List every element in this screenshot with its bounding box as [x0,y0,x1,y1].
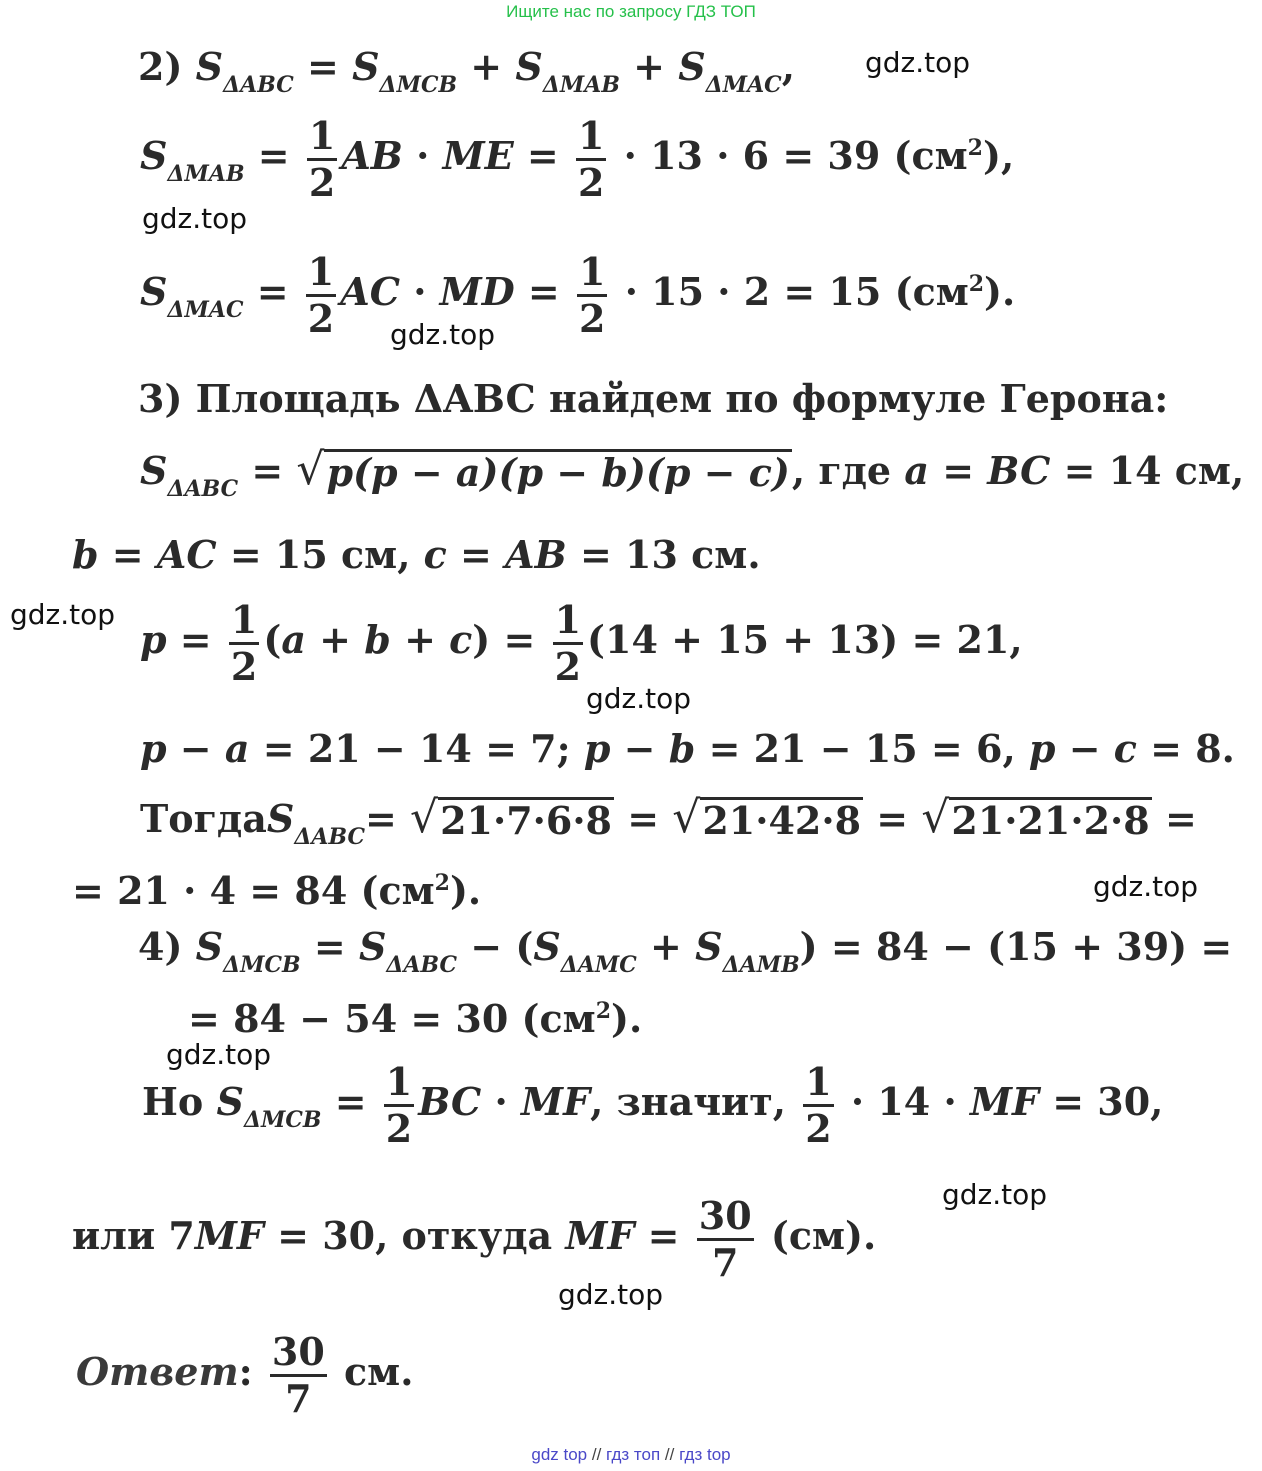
watermark: gdz.top [390,318,496,351]
line-semiperimeter: p = $\frac{1}{2}$ (a + b + c) = $\frac{1}{2}$ (14 + 15 + 13) = 21, [140,597,1023,689]
fraction-half: $\frac{1}{2}$ [308,113,336,205]
fraction-30-7: $\frac{30}{7}$ [271,1329,325,1421]
line-differences: p − a = 21 − 14 = 7; p − b = 21 − 15 = 6, p − c = 8. [140,726,1235,771]
fraction-30-7: $\frac{30}{7}$ [698,1193,752,1285]
footer-link[interactable]: гдз top [679,1445,731,1464]
fraction-half: $\frac{1}{2}$ [307,249,335,341]
line-togda: ТогдаS$_{\Delta ABC}$= √ 21·7·6·8 = √ 21·42·8 = √ 21·21·2·8 = [140,792,1197,850]
line-heron-intro: 3) Площадь ΔABC найдем по формуле Герона: [138,376,1169,421]
watermark: gdz.top [166,1038,272,1071]
watermark: gdz.top [10,598,116,631]
answer-label: Ответ [76,1348,239,1394]
line-answer: Ответ: $\frac{30}{7}$ см. [76,1329,414,1421]
fraction-half: $\frac{1}{2}$ [805,1059,832,1151]
fraction-half: $\frac{1}{2}$ [554,597,582,689]
footer-link[interactable]: гдз топ [606,1445,661,1464]
line-no: Но $S_{\Delta MCB}$ = $\frac{1}{2}$ BC · MF, значит, $\frac{1}{2}$ · 14 · MF = 30, [142,1059,1164,1151]
line-area-sum: 2) $S_{\Delta ABC} = S_{\Delta MCB} + S_{\Delta MAB} + S_{\Delta MAC}$, [138,44,795,98]
watermark: gdz.top [558,1278,664,1311]
line-mf: или 7MF = 30, откуда MF = $\frac{30}{7}$ (см). [72,1193,877,1285]
line-heron-formula: $S_{\Delta ABC}$ = √ p(p − a)(p − b)(p − c) , где a = BC = 14 см, [140,444,1245,502]
footer-link[interactable]: gdz top [531,1445,588,1464]
fraction-half: $\frac{1}{2}$ [577,113,605,205]
fraction-half: $\frac{1}{2}$ [230,597,258,689]
fraction-half: $\frac{1}{2}$ [579,249,606,341]
search-banner: Ищите нас по запросу ГДЗ ТОП [506,2,756,21]
line-area-mab: $S_{\Delta MAB}$ = $\frac{1}{2}$ AB · ME = $\frac{1}{2}$ · 13 · 6 = 39 $(см^2)$, [140,113,1015,205]
line-area-result: = 21 · 4 = 84 $(см^2)$. [72,868,482,913]
footer: gdz top // гдз топ // гдз top [531,1445,731,1464]
watermark: gdz.top [142,202,248,235]
line-area-mcb: 4) $S_{\Delta MCB} = S_{\Delta ABC} - (S_{\Delta AMC} + S_{\Delta AMB}) = 84 - (15 + 39)$ = [138,924,1233,978]
line-sides: b = AC = 15 см, c = AB = 13 см. [72,532,761,577]
watermark: gdz.top [865,46,971,79]
watermark: gdz.top [586,682,692,715]
line-area-mac: $S_{\Delta MAC}$ = $\frac{1}{2}$ AC · MD = $\frac{1}{2}$ · 15 · 2 = 15 $(см^2)$. [140,249,1016,341]
line-area-mcb-result: = 84 − 54 = 30 $(см^2)$. [188,996,643,1041]
watermark: gdz.top [1093,870,1199,903]
sqrt-heron: √ p(p − a)(p − b)(p − c) [296,444,790,495]
fraction-half: $\frac{1}{2}$ [385,1059,413,1151]
watermark: gdz.top [942,1178,1048,1211]
